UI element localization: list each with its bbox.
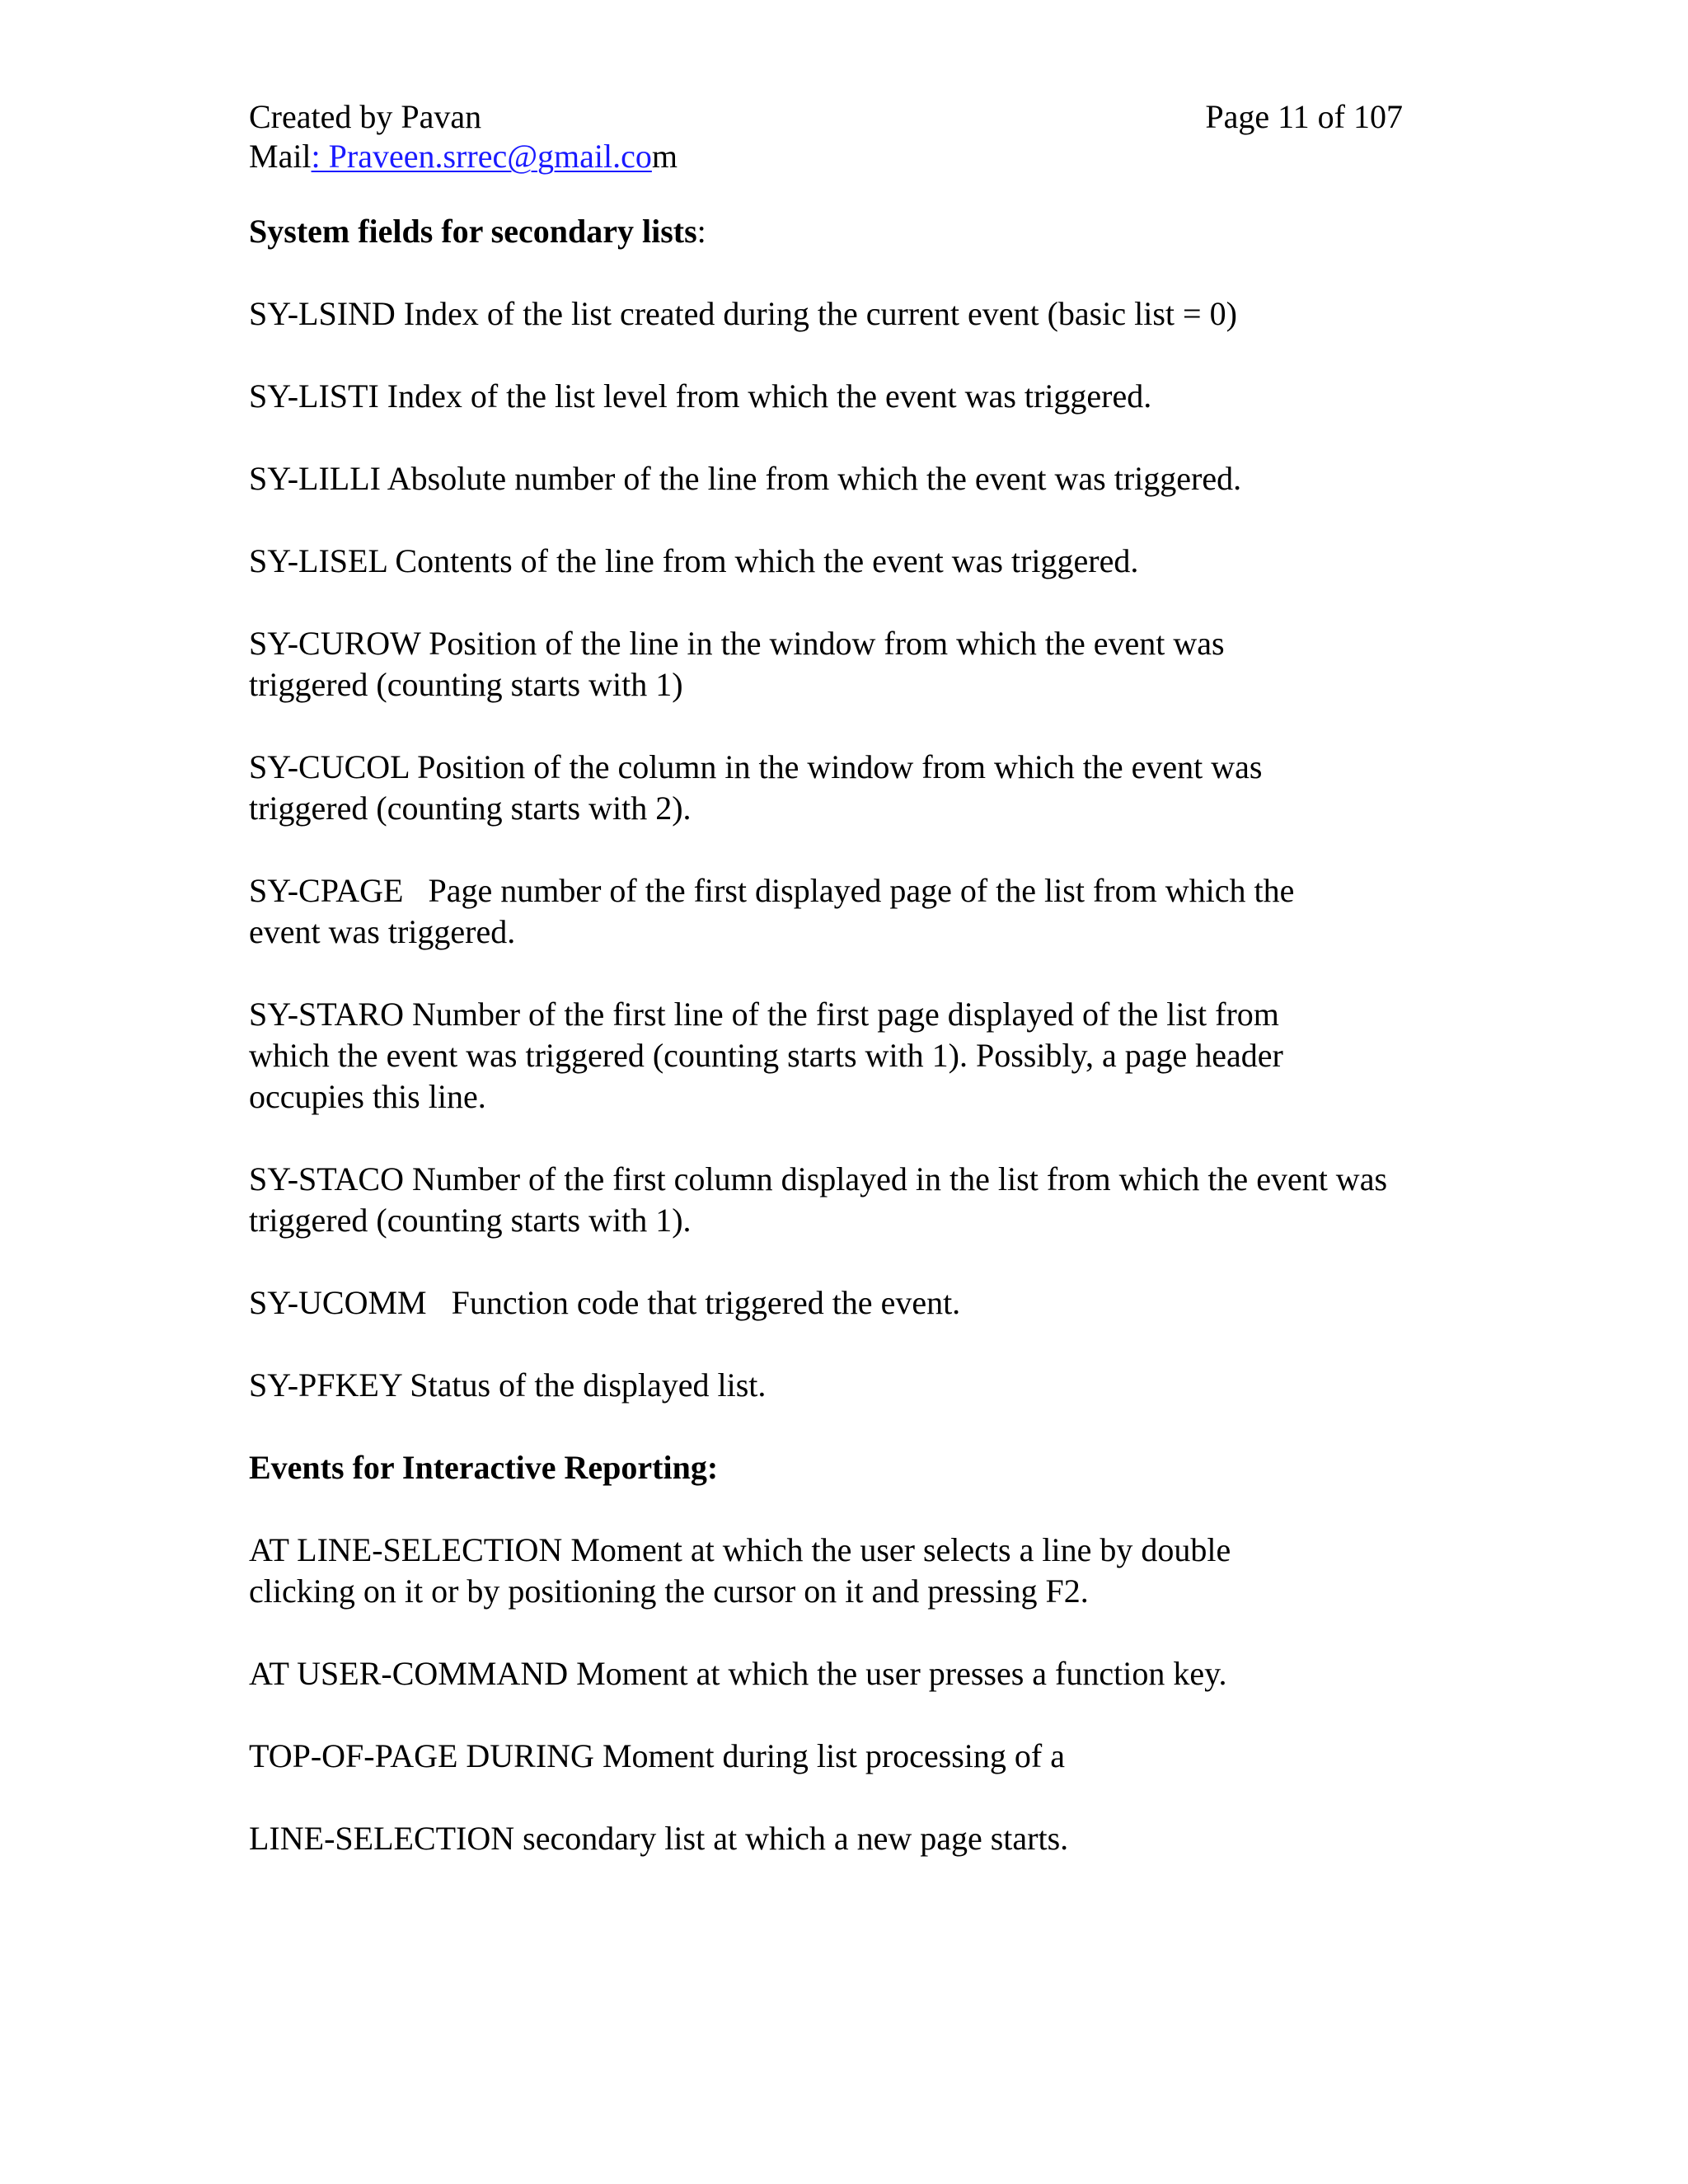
page-content — [249, 211, 1452, 1900]
field-sy-lisel: SY-LISEL Contents of the line from which the event was triggered. — [249, 542, 1139, 579]
section-heading-system-fields — [249, 211, 1452, 252]
header-top-row — [249, 97, 1403, 137]
mail-tail: m — [651, 138, 678, 175]
field-sy-curow: SY-CUROW Position of the line in the window from which the event was triggered (counting starts with 1) — [249, 625, 1233, 703]
event-at-line-selection: AT LINE-SELECTION Moment at which the user selects a line by double clicking on it or by positioning the cursor on it and pressing F2. — [249, 1531, 1240, 1610]
header-mail-row — [249, 137, 1403, 176]
field-sy-lilli: SY-LILLI Absolute number of the line from which the event was triggered. — [249, 460, 1242, 497]
event-top-of-page-during: TOP-OF-PAGE DURING Moment during list processing of a — [249, 1737, 1065, 1774]
field-sy-staco: SY-STACO Number of the first column displayed in the list from which the event was triggered (counting starts with 1). — [249, 1160, 1396, 1239]
page-header — [249, 97, 1403, 176]
created-by: Created by Pavan — [249, 98, 482, 135]
section-heading-events-text: Events for Interactive Reporting: — [249, 1449, 719, 1486]
section-heading-bold: System fields for secondary lists — [249, 213, 697, 250]
page-number: Page 11 of 107 — [1205, 98, 1403, 135]
field-sy-staro: SY-STARO Number of the first line of the first page displayed of the list from which the event was triggered (counting starts with 1). Possibly, a page header occupies this line. — [249, 996, 1292, 1115]
field-sy-cpage: SY-CPAGE Page number of the first displayed page of the list from which the event was triggered. — [249, 872, 1303, 950]
event-at-user-command: AT USER-COMMAND Moment at which the user presses a function key. — [249, 1655, 1227, 1692]
field-sy-listi: SY-LISTI Index of the list level from which the event was triggered. — [249, 377, 1152, 415]
field-sy-lsind: SY-LSIND Index of the list created during the current event (basic list = 0) — [249, 295, 1237, 332]
mail-link[interactable]: : Praveen.srrec@gmail.co — [311, 138, 652, 175]
mail-label: Mail — [249, 138, 312, 175]
field-sy-pfkey: SY-PFKEY Status of the displayed list. — [249, 1366, 767, 1404]
event-line-selection: LINE-SELECTION secondary list at which a new page starts. — [249, 1820, 1069, 1857]
section-heading-tail: : — [696, 213, 706, 250]
field-sy-cucol: SY-CUCOL Position of the column in the window from which the event was triggered (counting starts with 2). — [249, 748, 1271, 827]
field-sy-ucomm: SY-UCOMM Function code that triggered the event. — [249, 1284, 961, 1321]
section-heading-events — [249, 1447, 1452, 1488]
